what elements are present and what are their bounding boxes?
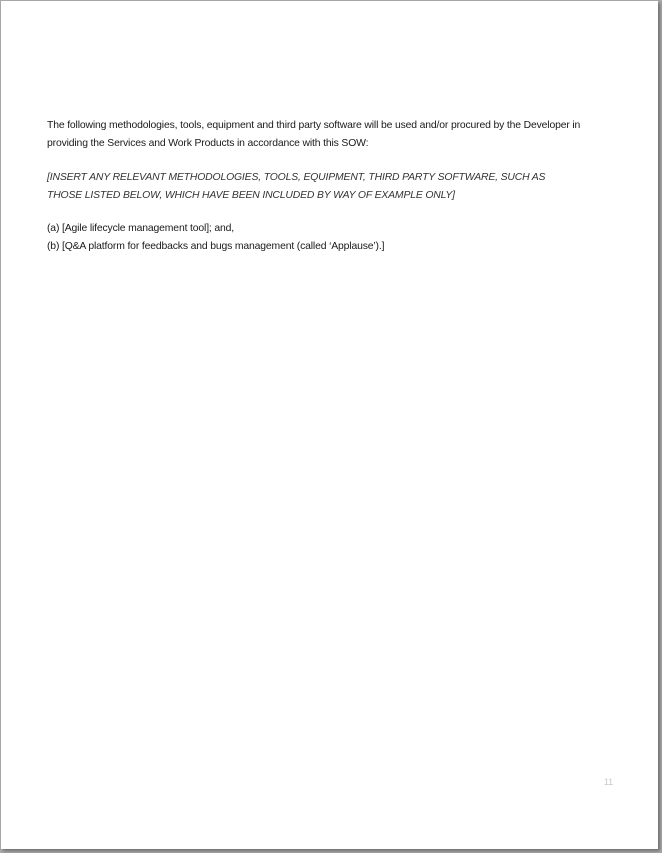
instruction-paragraph — [47, 169, 627, 204]
instruction-line-2: THOSE LISTED BELOW, WHICH HAVE BEEN INCLUDED BY WAY OF EXAMPLE ONLY] — [47, 189, 455, 201]
instruction-line-1: [INSERT ANY RELEVANT METHODOLOGIES, TOOLS, EQUIPMENT, THIRD PARTY SOFTWARE, SUCH AS — [47, 172, 546, 183]
list-item: (b) [Q&A platform for feedbacks and bugs management (called ‘Applause’).] — [47, 240, 385, 252]
intro-line-1: The following methodologies, tools, equipment and third party software will be used and/or procured by the Developer in — [47, 120, 581, 131]
intro-line-2: providing the Services and Work Products in accordance with this SOW: — [47, 137, 369, 149]
document-page — [1, 1, 658, 849]
page-number: 11 — [604, 777, 614, 787]
tools-list — [47, 220, 627, 255]
intro-paragraph — [47, 117, 627, 152]
list-item: (a) [Agile lifecycle management tool]; and, — [47, 223, 235, 234]
